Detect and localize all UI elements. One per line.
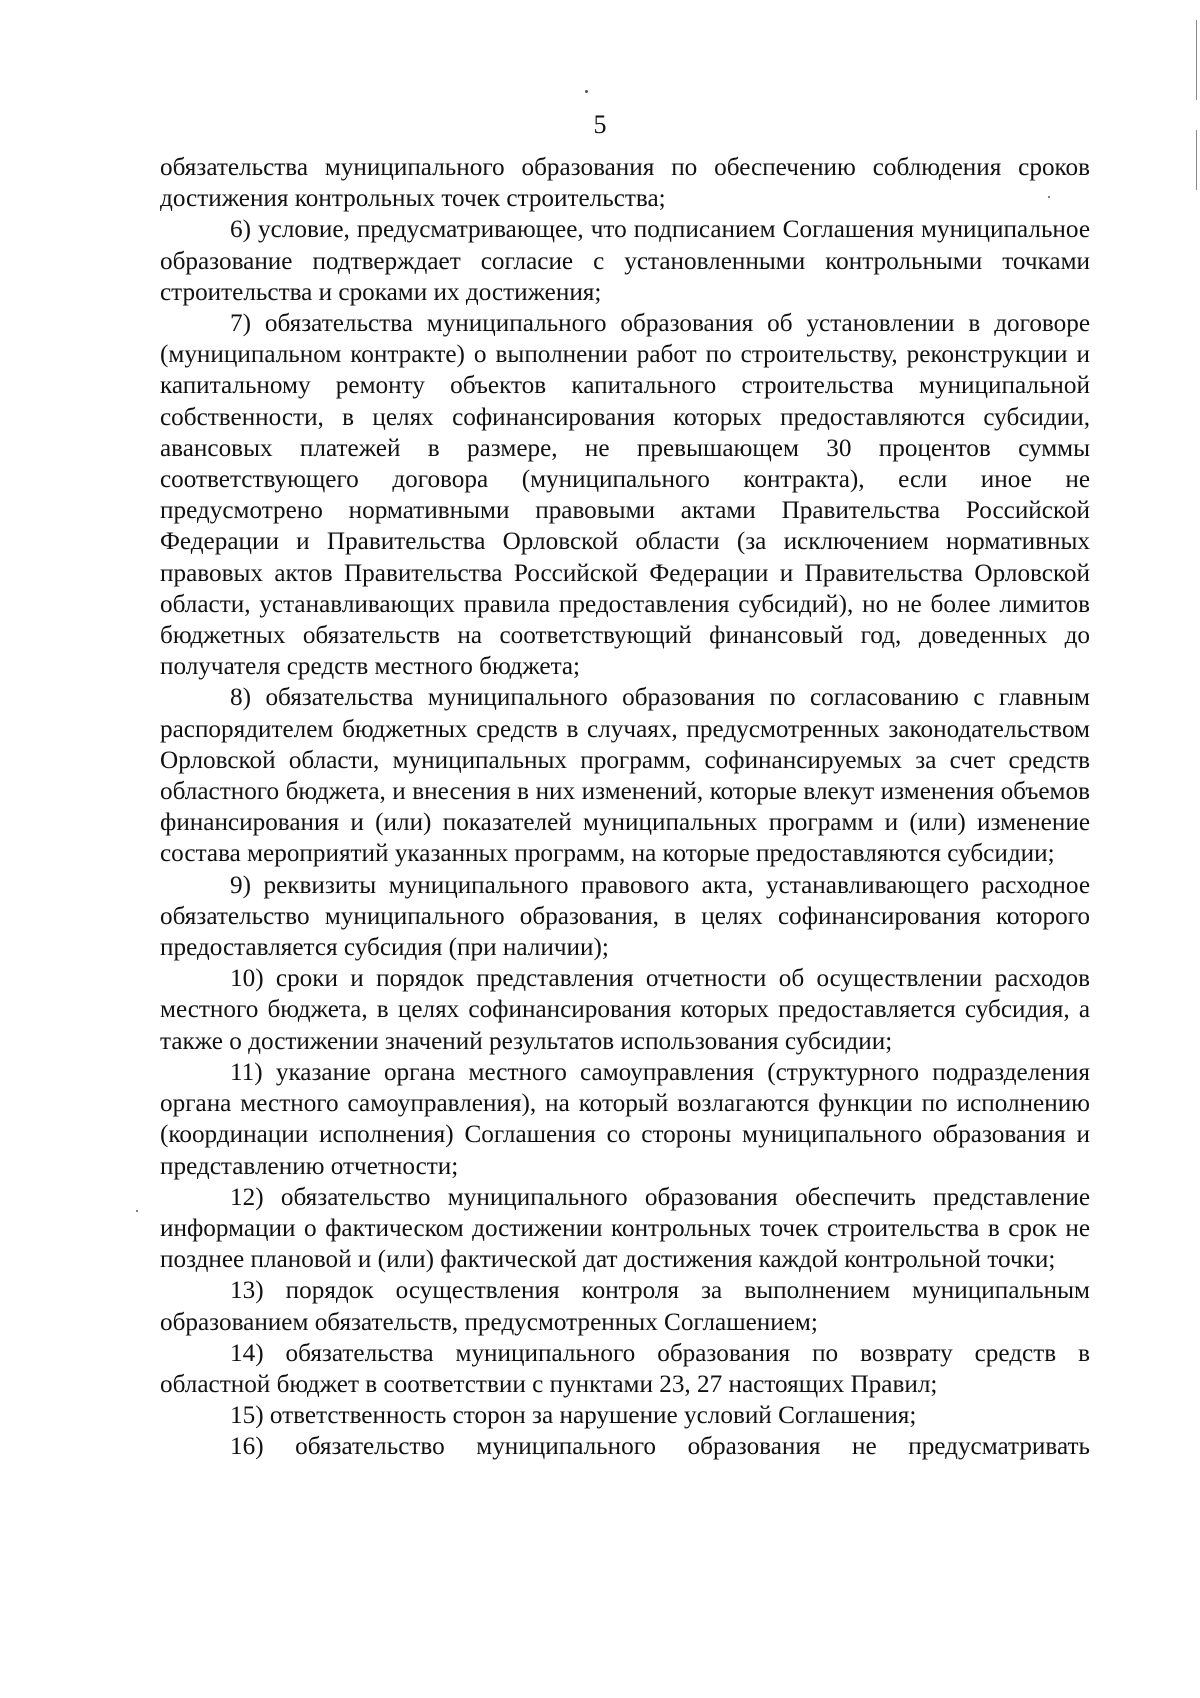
document-body <box>160 152 1090 1463</box>
page-number: 5 <box>593 110 607 139</box>
paragraph-item-11: 11) указание органа местного самоуправления (структурного подразделения органа местного самоуправления), на который возлагаются функции по исполнению (координации исполнения) Соглашения со стороны муниципального образования и представлению отчетности; <box>160 1058 1090 1180</box>
paragraph-item-6: 6) условие, предусматривающее, что подписанием Соглашения муниципальное образование подтверждает согласие с установленными контрольными точками строительства и сроками их достижения; <box>160 216 1090 306</box>
paragraph-item-14: 14) обязательства муниципального образования по возврату средств в областной бюджет в соответствии с пунктами 23, 27 настоящих Правил; <box>160 1339 1090 1398</box>
paragraph-item-13: 13) порядок осуществления контроля за выполнением муниципальным образованием обязательств, предусмотренных Соглашением; <box>160 1277 1090 1336</box>
paragraph-item-12: 12) обязательство муниципального образования обеспечить представление информации о фактическом достижении контрольных точек строительства в срок не позднее плановой и (или) фактической дат достижения каждой контрольной точки; <box>160 1183 1090 1274</box>
paragraph-item-10: 10) сроки и порядок представления отчетности об осуществлении расходов местного бюджета, в целях софинансирования которых предоставляется субсидия, а также о достижении значений результатов использования субсидии; <box>160 965 1090 1055</box>
paragraph-item-15: 15) ответственность сторон за нарушение условий Соглашения; <box>230 1402 917 1430</box>
paragraph-item-16: 16) обязательство муниципального образования не предусматривать <box>230 1433 1090 1461</box>
paragraph-item-9: 9) реквизиты муниципального правового акта, устанавливающего расходное обязательство муниципального образования, в целях софинансирования которого предоставляется субсидия (при наличии); <box>160 871 1090 962</box>
scan-edge-line <box>1196 20 1197 100</box>
paragraph-continuation: обязательства муниципального образования по обеспечению соблюдения сроков достижения контрольных точек строительства; <box>160 154 1090 213</box>
scan-speck <box>136 1210 138 1212</box>
paragraph-item-8: 8) обязательства муниципального образования по согласованию с главным распорядителем бюджетных средств в случаях, предусмотренных законодательством Орловской области, муниципальных программ, софинансируемых за счет средств областного бюджета, и внесения в них изменений, которые влекут изменения объемов финансирования и (или) показателей муниципальных программ и (или) изменение состава мероприятий указанных программ, на которые предоставляются субсидии; <box>160 684 1090 868</box>
scan-speck <box>585 90 588 93</box>
paragraph-item-7: 7) обязательства муниципального образования об установлении в договоре (муниципальном контракте) о выполнении работ по строительству, реконструкции и капитальному ремонту объектов капитального строительства муниципальной собственности, в целях софинансирования которых предоставляются субсидии, авансовых платежей в размере, не превышающем 30 процентов суммы соответствующего договора (муниципального контракта), если иное не предусмотрено нормативными правовыми актами Правительства Российской Федерации и Правительства Орловской области (за исключением нормативных правовых актов Правительства Российской Федерации и Правительства Орловской области, устанавливающих правила предоставления субсидий), но не более лимитов бюджетных обязательств на соответствующий финансовый год, доведенных до получателя средств местного бюджета; <box>160 310 1090 681</box>
